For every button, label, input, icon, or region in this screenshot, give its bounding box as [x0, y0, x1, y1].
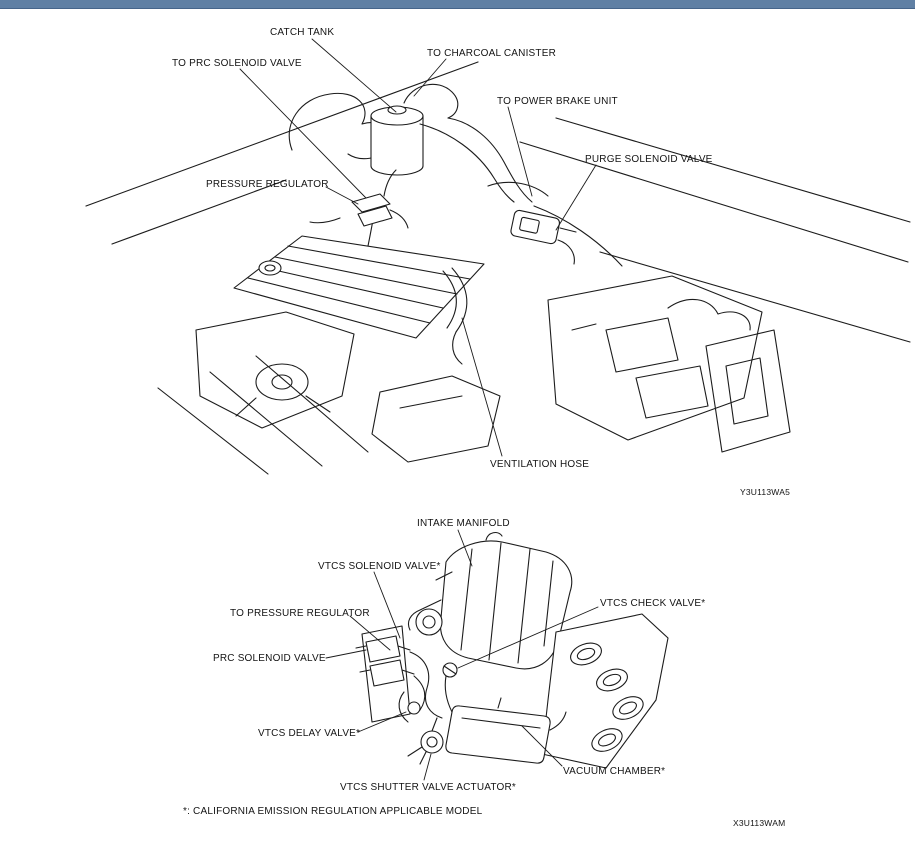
valve-cover-art: [234, 236, 484, 338]
label-vacuum-chamber: VACUUM CHAMBER*: [563, 766, 666, 777]
figure2-code: X3U113WAM: [733, 818, 786, 828]
vacuum-chamber-art: [446, 698, 550, 763]
label-vtcs-solenoid-valve: VTCS SOLENOID VALVE*: [318, 561, 441, 572]
label-to-power-brake-unit: TO POWER BRAKE UNIT: [497, 96, 618, 107]
figure1-code: Y3U113WA5: [740, 487, 790, 497]
label-ventilation-hose: VENTILATION HOSE: [490, 459, 590, 470]
label-vtcs-check-valve: VTCS CHECK VALVE*: [600, 598, 706, 609]
label-intake-manifold: INTAKE MANIFOLD: [417, 518, 510, 529]
label-to-pressure-regulator: TO PRESSURE REGULATOR: [230, 608, 370, 619]
california-emission-footnote: *: CALIFORNIA EMISSION REGULATION APPLICABLE MODEL: [183, 806, 483, 817]
catch-tank-art: [371, 106, 423, 175]
solenoid-bracket-art: [356, 626, 414, 722]
label-to-charcoal-canister: TO CHARCOAL CANISTER: [427, 48, 557, 59]
label-vtcs-delay-valve: VTCS DELAY VALVE*: [258, 728, 361, 739]
purge-solenoid-art: [510, 210, 576, 264]
label-catch-tank: CATCH TANK: [270, 27, 335, 38]
shutter-actuator-art: [408, 718, 443, 764]
label-vtcs-shutter-valve-actuator: VTCS SHUTTER VALVE ACTUATOR*: [340, 782, 517, 793]
engine-block-art: [158, 276, 790, 474]
label-prc-solenoid-valve: PRC SOLENOID VALVE: [213, 653, 326, 664]
pressure-regulator-art: [310, 194, 408, 228]
label-to-prc-solenoid-valve: TO PRC SOLENOID VALVE: [172, 58, 302, 69]
label-purge-solenoid-valve: PURGE SOLENOID VALVE: [585, 154, 713, 165]
label-pressure-regulator: PRESSURE REGULATOR: [206, 179, 329, 190]
